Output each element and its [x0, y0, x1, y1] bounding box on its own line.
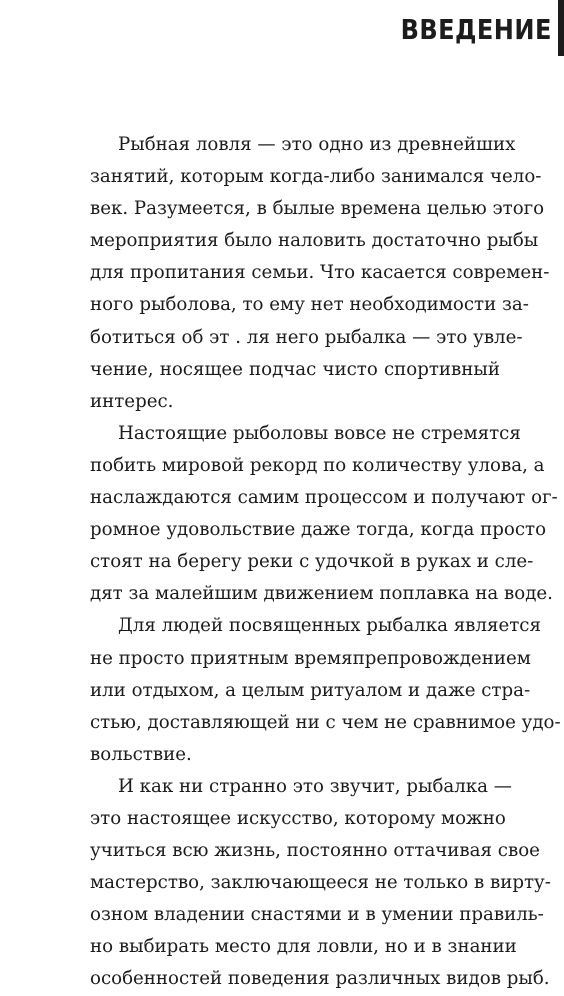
text-line: озном владении снастями и в умении правиль-: [90, 904, 544, 926]
text-line: чение, носящее подчас чисто спортивный: [90, 358, 500, 380]
text-line: вольствие.: [90, 743, 192, 765]
chapter-heading: ВВЕДЕНИЕ: [400, 12, 552, 46]
text-line: учиться всю жизнь, постоянно оттачивая свое: [90, 840, 540, 862]
text-line: побить мировой рекорд по количеству улова, а: [90, 454, 545, 476]
text-line: наслаждаются самим процессом и получают ог-: [90, 487, 558, 509]
text-line: но выбирать место для ловли, но и в знании: [90, 936, 517, 958]
text-line: интерес.: [90, 390, 174, 412]
text-line: ботиться об эт . ля него рыбалка — это увле-: [90, 326, 523, 348]
text-line: или отдыхом, а целым ритуалом и даже стра-: [90, 679, 531, 701]
text-line: не просто приятным времяпрепровождением: [90, 647, 531, 669]
text-line: И как ни странно это звучит, рыбалка —: [118, 775, 512, 797]
chapter-heading-box: [328, 0, 564, 56]
text-line: это настоящее искусство, которому можно: [90, 807, 506, 829]
heading-edge-bar: [558, 0, 564, 56]
paragraph: [90, 129, 550, 418]
text-line: Рыбная ловля — это одно из древнейших: [118, 134, 516, 155]
paragraph: [90, 771, 551, 996]
paragraph: [90, 610, 561, 770]
text-line: дят за малейшим движением поплавка на воде.: [90, 583, 553, 605]
text-line: мероприятия было наловить достаточно рыбы: [90, 230, 539, 252]
text-line: век. Разумеется, в былые времена целью этого: [90, 198, 545, 220]
paragraph: [90, 418, 558, 611]
text-line: особенностей поведения различных видов рыб.: [90, 968, 550, 990]
text-line: стью, доставляющей ни с чем не сравнимое удо-: [90, 711, 561, 733]
text-line: для пропитания семьи. Что касается современ-: [90, 262, 550, 284]
text-line: стоят на берегу реки с удочкой в руках и сле-: [90, 551, 534, 573]
body-text: [90, 129, 561, 996]
text-line: занятий, которым когда-либо занимался чело-: [90, 166, 542, 188]
text-line: ного рыболова, то ему нет необходимости за-: [90, 294, 529, 316]
text-line: мастерство, заключающееся не только в вирту-: [90, 872, 551, 894]
text-line: Настоящие рыболовы вовсе не стремятся: [118, 422, 521, 444]
text-line: Для людей посвященных рыбалка является: [118, 615, 541, 637]
text-line: ромное удовольствие даже тогда, когда просто: [90, 519, 547, 541]
